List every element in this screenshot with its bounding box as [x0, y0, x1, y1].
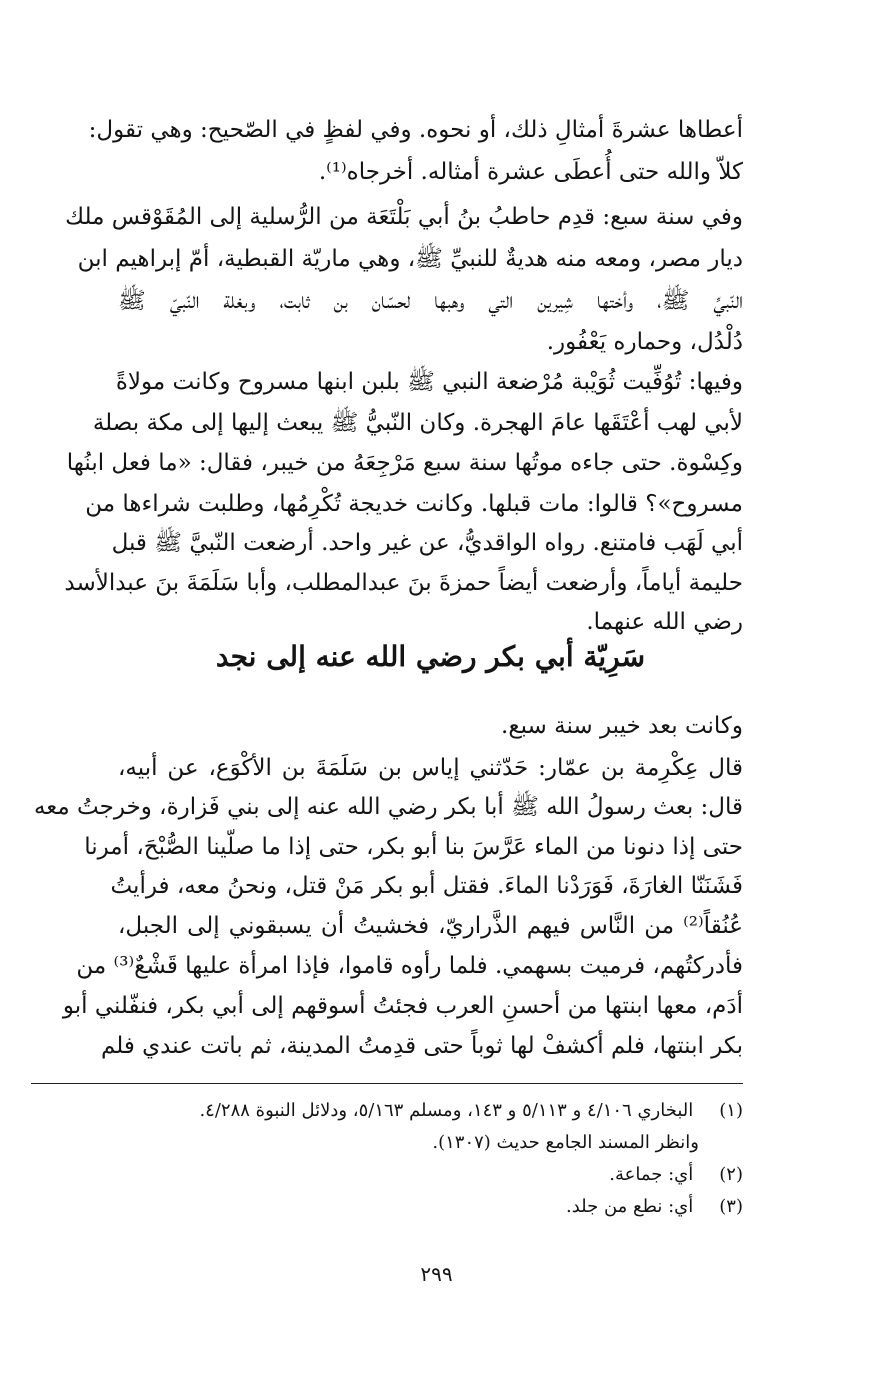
text-line: النّبيِّ ﷺ، وأختها شِيرين التي وهبها لحسّان بن ثابت، وبغلة النّبيّ ﷺ [118, 288, 743, 314]
text-line: فأدركتُهم، فرميت بسهمي. فلما رأوه قاموا، فإذا امرأة عليها قَشْعٌ⁽³⁾ من [76, 953, 743, 979]
footnote-divider [31, 1083, 743, 1084]
footnote-text: أي: نطع من جلد. [565, 1196, 694, 1217]
text-line: قال عِكْرِمة بن عمّار: حَدّثني إياس بن سَلَمَةَ بن الأكْوَع، عن أبيه، [118, 755, 743, 781]
text-line: لأبي لهب أعْتَقَها عامَ الهجرة. وكان النّبيُّ ﷺ يبعث إليها إلى مكة بصلة [92, 410, 743, 436]
footnote-number: (١) [719, 1100, 743, 1121]
text-line: حتى إذا دنونا من الماء عَرَّسَ بنا أبو بكر، حتى إذا ما صلّينا الصُّبْحَ، أمرنا [84, 834, 743, 860]
text-line: أدَم، معها ابنتها من أحسنِ العرب فجئتُ أسوقهم إلى أبي بكر، فنفّلني أبو [62, 993, 743, 1019]
footnote-text: أي: جماعة. [609, 1164, 694, 1185]
text-line: مسروح»؟ قالوا: مات قبلها. وكانت خديجة تُكْرِمُها، وطلبت شراءها من [85, 491, 743, 517]
footnote [118, 1095, 743, 1127]
text-line: أعطاها عشرةَ أمثالِ ذلك، أو نحوه. وفي لفظٍ في الصّحيح: وهي تقول: [88, 117, 743, 143]
text-line: رضي الله عنهما. [586, 609, 743, 635]
footnote-number: (٢) [719, 1164, 743, 1185]
footnote-number: (٣) [719, 1196, 743, 1217]
footnote-continuation [118, 1127, 743, 1159]
page-number: ٢٩٩ [420, 1262, 453, 1286]
text-line: ديار مصر، ومعه منه هديةٌ للنبيِّ ﷺ، وهي ماريّة القبطية، أمّ إبراهيم ابن [77, 246, 743, 272]
text-line: دُلْدُل، وحماره يَعْفُور. [546, 329, 743, 355]
section-heading: سَرِيّة أبي بكر رضي الله عنه إلى نجد [215, 640, 646, 673]
text-line: فَشَنَنّا الغارَةَ، فَوَرَدْنا الماءَ. فقتل أبو بكر مَنْ قتل، ونحنُ معه، فرأيتُ [110, 873, 743, 899]
footnote-text: وانظر المسند الجامع حديث (١٣٠٧). [432, 1132, 699, 1153]
text-line: حليمة أياماً، وأرضعت أيضاً حمزةَ بنَ عبدالمطلب، وأبا سَلَمَةَ بنَ عبدالأسد [64, 570, 743, 596]
footnote [118, 1191, 743, 1223]
text-line: عُنُقاً⁽²⁾ من النَّاس فيهم الذَّراريّ، فخشيتُ أن يسبقوني إلى الجبل، [118, 913, 743, 939]
text-line: وفيها: تُوُفِّيت ثُوَيْبة مُرْضعة النبي ﷺ بلبن ابنها مسروح وكانت مولاةً [115, 369, 743, 395]
text-line: بكر ابنتها، فلم أكشفْ لها ثوباً حتى قدِمتُ المدينة، ثم باتت عندي فلم [100, 1033, 743, 1059]
text-line: وفي سنة سبع: قدِم حاطبُ بنُ أبي بَلْتَعَة من الرُّسلية إلى المُقَوْقس ملك [65, 204, 743, 230]
footnote [118, 1159, 743, 1191]
text-line: أبي لَهَب فامتنع. رواه الواقديُّ، عن غير واحد. أرضعت النّبيَّ ﷺ قبل [111, 530, 743, 556]
text-line: وكِسْوة. حتى جاءه موتُها سنة سبع مَرْجِعَهُ من خيبر، فقال: «ما فعل ابنُها [66, 450, 743, 476]
footnote-text: البخاري ٤/١٠٦ و ٥/١١٣ و ١٤٣، ومسلم ٥/١٦٣، ودلائل النبوة ٤/٢٨٨. [199, 1100, 694, 1121]
text-line: قال: بعث رسولُ الله ﷺ أبا بكر رضي الله عنه إلى بني فَزارة، وخرجتُ معه [33, 794, 743, 820]
text-line: كلاّ والله حتى أُعطَى عشرة أمثاله. أخرجاه⁽¹⁾. [318, 159, 743, 185]
text-line: وكانت بعد خيبر سنة سبع. [501, 713, 743, 739]
